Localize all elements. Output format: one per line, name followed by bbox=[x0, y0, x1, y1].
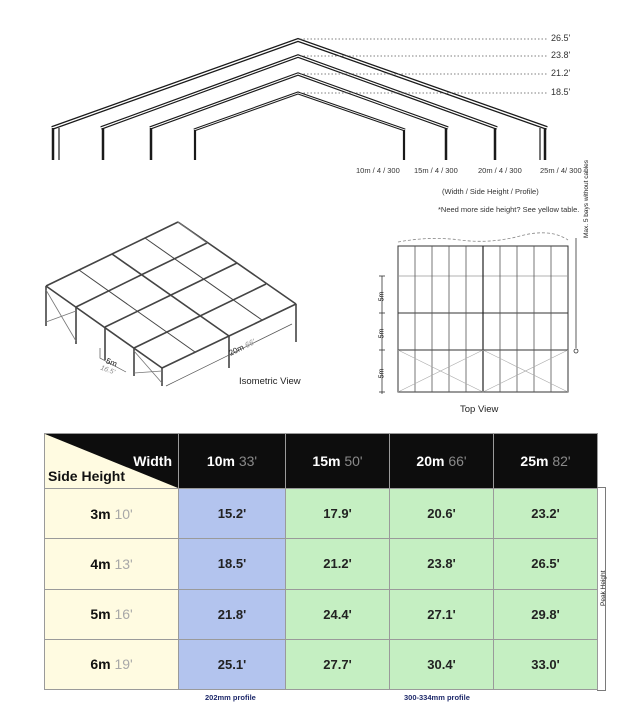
frame-elevation-drawing bbox=[0, 0, 638, 180]
table-cell: 24.4' bbox=[286, 589, 390, 639]
iso-bay-imperial: 16.5' bbox=[99, 364, 116, 377]
col-header-metric: 25m bbox=[520, 453, 549, 469]
table-cell: 30.4' bbox=[390, 639, 494, 689]
frame-15m bbox=[150, 74, 448, 128]
table-row bbox=[45, 539, 598, 589]
row-header-imperial: 16' bbox=[114, 606, 133, 623]
table-cell: 27.1' bbox=[390, 589, 494, 639]
top-view-bay-label-3: 5m bbox=[378, 368, 386, 379]
table-header-row bbox=[45, 434, 598, 489]
table-row bbox=[45, 589, 598, 639]
size-legend-note: (Width / Side Height / Profile) bbox=[442, 187, 539, 196]
peak-height-table bbox=[44, 433, 598, 690]
col-header-20m bbox=[390, 434, 494, 489]
table-cell: 26.5' bbox=[494, 539, 598, 589]
table-cell: 21.8' bbox=[179, 589, 286, 639]
peak-height-label: Peak Height bbox=[600, 570, 607, 606]
profile-label-large: 300-334mm profile bbox=[404, 693, 470, 702]
top-view-caption: Top View bbox=[460, 404, 499, 415]
table-corner-cell bbox=[45, 434, 179, 489]
table-cell: 29.8' bbox=[494, 589, 598, 639]
col-header-imperial: 82' bbox=[552, 453, 571, 469]
iso-width-metric: 20m bbox=[227, 342, 246, 358]
row-header-imperial: 10' bbox=[114, 505, 133, 522]
table-cell: 23.8' bbox=[390, 539, 494, 589]
size-label-20m: 20m / 4 / 300 bbox=[478, 166, 522, 175]
side-height-note: *Need more side height? See yellow table. bbox=[438, 205, 580, 214]
isometric-view-drawing bbox=[30, 208, 310, 398]
col-header-metric: 10m bbox=[206, 453, 235, 469]
col-header-imperial: 33' bbox=[238, 453, 258, 469]
table-cell: 20.6' bbox=[390, 489, 494, 539]
row-header-imperial: 19' bbox=[114, 656, 133, 673]
profile-label-small: 202mm profile bbox=[205, 693, 256, 702]
col-header-metric: 15m bbox=[312, 453, 341, 469]
table-cell: 25.1' bbox=[179, 639, 286, 689]
row-header-metric: 6m bbox=[90, 656, 111, 673]
size-label-10m: 10m / 4 / 300 bbox=[356, 166, 400, 175]
isometric-view-caption: Isometric View bbox=[239, 376, 301, 387]
iso-width-imperial: 66' bbox=[243, 337, 257, 350]
table-cell: 33.0' bbox=[494, 639, 598, 689]
table-cell: 27.7' bbox=[286, 639, 390, 689]
top-view-bay-label-1: 5m bbox=[378, 291, 386, 302]
row-header-5m bbox=[45, 589, 179, 639]
row-header-metric: 4m bbox=[90, 555, 111, 572]
table-cell: 23.2' bbox=[494, 489, 598, 539]
peak-height-label-10m: 18.5' bbox=[551, 87, 571, 97]
col-header-15m bbox=[286, 434, 390, 489]
size-label-15m: 15m / 4 / 300 bbox=[414, 166, 458, 175]
corner-width-label: Width bbox=[133, 453, 172, 469]
row-header-metric: 3m bbox=[90, 505, 111, 522]
top-view-drawing bbox=[370, 228, 590, 400]
col-header-imperial: 50' bbox=[344, 453, 363, 469]
row-header-metric: 5m bbox=[90, 606, 111, 623]
peak-height-label-15m: 21.2' bbox=[551, 68, 571, 78]
top-view-bay-label-2: 5m bbox=[378, 328, 386, 339]
top-view-cable-note: Max. 5 bays without cables bbox=[583, 159, 590, 238]
col-header-metric: 20m bbox=[416, 453, 445, 469]
table-cell: 15.2' bbox=[179, 489, 286, 539]
size-label-25m: 25m / 4/ 300 bbox=[540, 166, 582, 175]
col-header-25m bbox=[494, 434, 598, 489]
peak-height-label-25m: 26.5' bbox=[551, 33, 571, 43]
peak-height-label-20m: 23.8' bbox=[551, 50, 571, 60]
table-row bbox=[45, 489, 598, 539]
table-cell: 18.5' bbox=[179, 539, 286, 589]
row-header-6m bbox=[45, 639, 179, 689]
table-row bbox=[45, 639, 598, 689]
corner-side-height-label: Side Height bbox=[48, 468, 126, 484]
col-header-10m bbox=[179, 434, 286, 489]
row-header-4m bbox=[45, 539, 179, 589]
row-header-3m bbox=[45, 489, 179, 539]
iso-bay-metric: 5m bbox=[104, 356, 119, 369]
table-cell: 17.9' bbox=[286, 489, 390, 539]
frame-25m bbox=[52, 40, 547, 128]
row-header-imperial: 13' bbox=[114, 555, 133, 572]
col-header-imperial: 66' bbox=[448, 453, 467, 469]
table-cell: 21.2' bbox=[286, 539, 390, 589]
frame-10m bbox=[194, 93, 405, 130]
